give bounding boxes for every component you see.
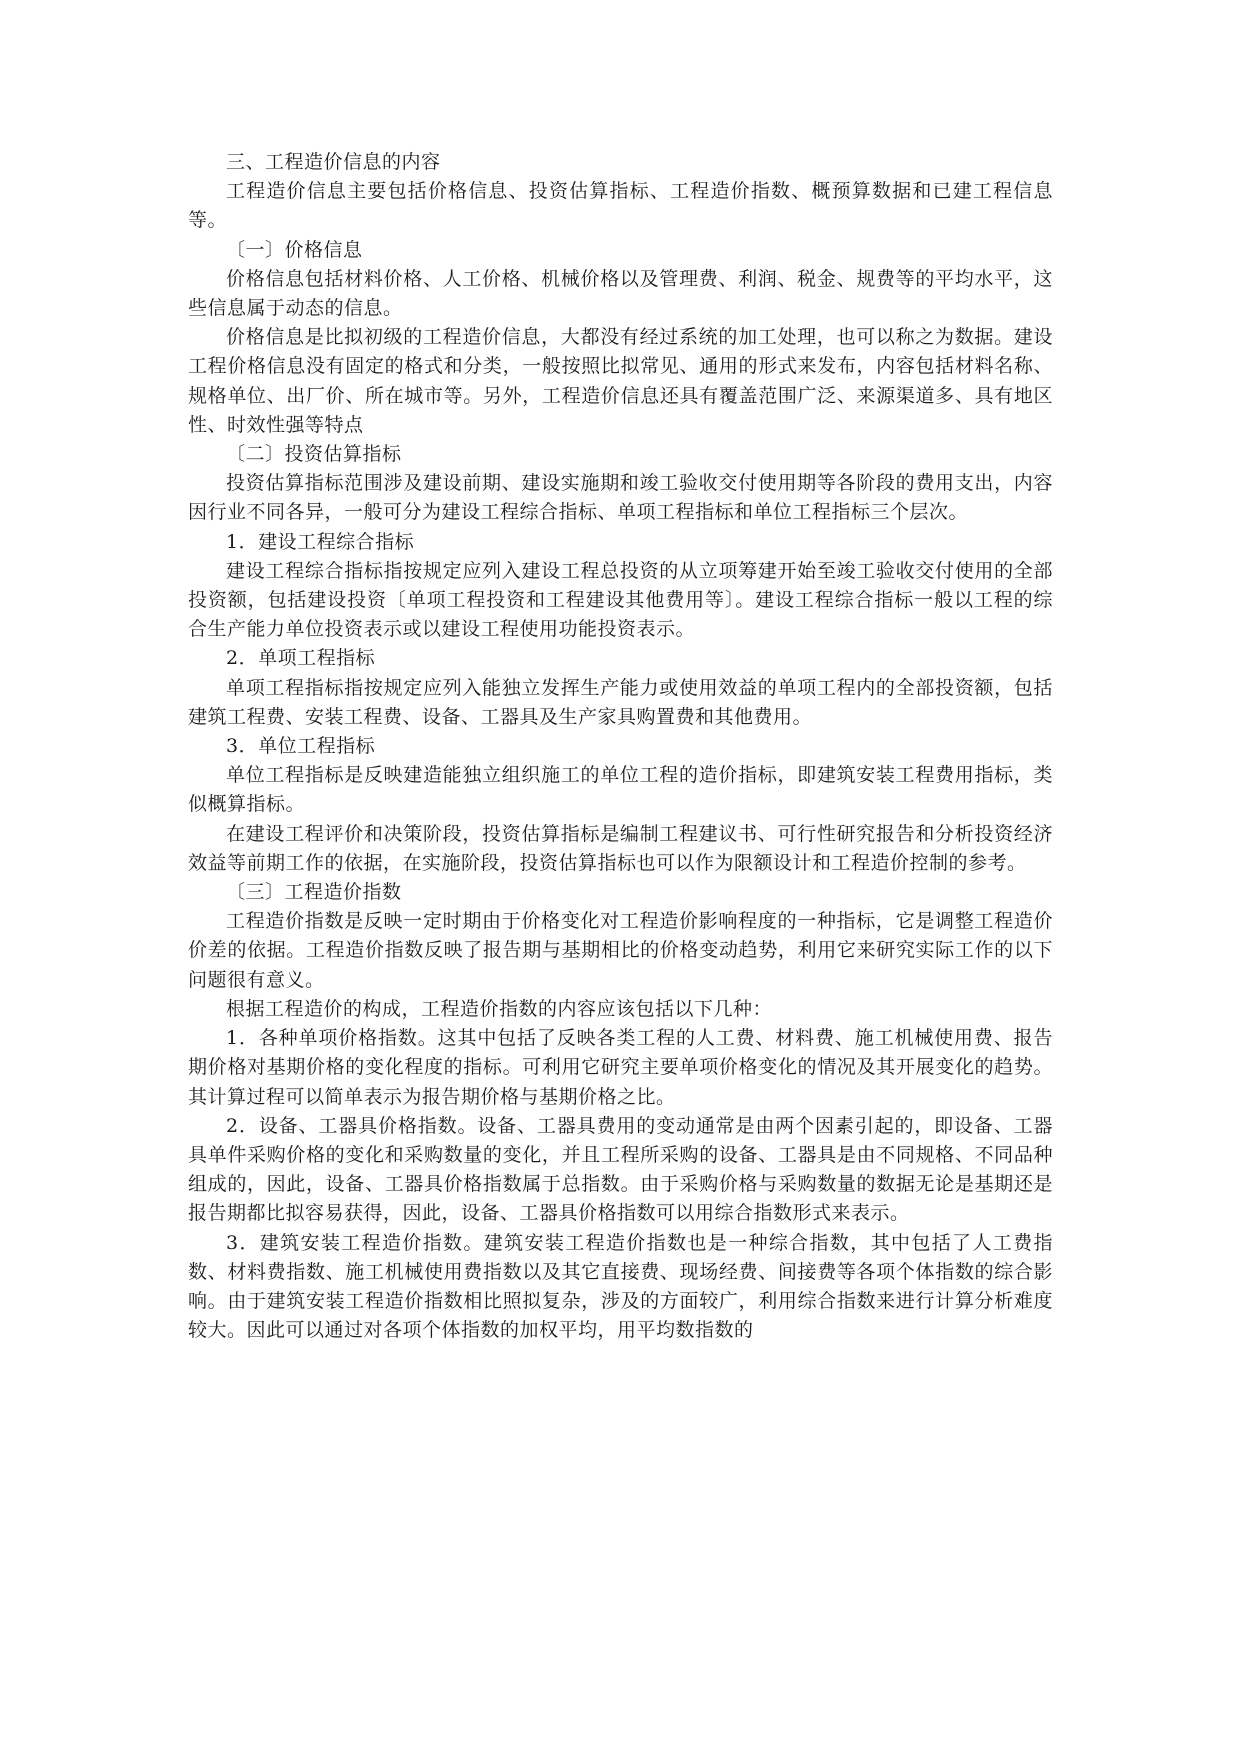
paragraph: 单项工程指标指按规定应列入能独立发挥生产能力或使用效益的单项工程内的全部投资额，包括建筑工程费、安装工程费、设备、工器具及生产家具购置费和其他费用。 bbox=[188, 676, 1053, 728]
section-heading: 三、工程造价信息的内容 bbox=[226, 151, 441, 173]
subsection-heading: 〔一〕价格信息 bbox=[226, 238, 363, 261]
list-item: 2．设备、工器具价格指数。设备、工器具费用的变动通常是由两个因素引起的，即设备、工器具单件采购价格的变化和采购数量的变化，并且工程所采购的设备、工器具是由不同规格、不同品种组成的，因此，设备、工器具价格指数属于总指数。由于采购价格与采购数量的数据无论是基期还是报告期都比拟容易获得，因此，设备、工器具价格指数可以用综合指数形式来表示。 bbox=[188, 1114, 1053, 1225]
item-heading: 3．单位工程指标 bbox=[226, 735, 376, 758]
paragraph: 投资估算指标范围涉及建设前期、建设实施期和竣工验收交付使用期等各阶段的费用支出，内容因行业不同各异，一般可分为建设工程综合指标、单项工程指标和单位工程指标三个层次。 bbox=[188, 472, 1053, 524]
document-body bbox=[188, 148, 1053, 1345]
paragraph: 单位工程指标是反映建造能独立组织施工的单位工程的造价指标，即建筑安装工程费用指标，类似概算指标。 bbox=[188, 764, 1053, 816]
paragraph: 工程造价信息主要包括价格信息、投资估算指标、工程造价指数、概预算数据和已建工程信息等。 bbox=[188, 180, 1053, 232]
paragraph: 根据工程造价的构成，工程造价指数的内容应该包括以下几种： bbox=[226, 997, 773, 1020]
item-heading: 1．建设工程综合指标 bbox=[226, 530, 415, 553]
list-item: 1．各种单项价格指数。这其中包括了反映各类工程的人工费、材料费、施工机械使用费、报告期价格对基期价格的变化程度的指标。可利用它研究主要单项价格变化的情况及其开展变化的趋势。其计算过程可以简单表示为报告期价格与基期价格之比。 bbox=[188, 1027, 1053, 1108]
subsection-heading: 〔三〕工程造价指数 bbox=[226, 881, 402, 904]
paragraph: 价格信息包括材料价格、人工价格、机械价格以及管理费、利润、税金、规费等的平均水平，这些信息属于动态的信息。 bbox=[188, 267, 1053, 320]
paragraph: 建设工程综合指标指按规定应列入建设工程总投资的从立项筹建开始至竣工验收交付使用的全部投资额，包括建设投资〔单项工程投资和工程建设其他费用等〕。建设工程综合指标一般以工程的综合生产能力单位投资表示或以建设工程使用功能投资表示。 bbox=[188, 559, 1053, 641]
paragraph: 价格信息是比拟初级的工程造价信息，大都没有经过系统的加工处理，也可以称之为数据。建设工程价格信息没有固定的格式和分类，一般按照比拟常见、通用的形式来发布，内容包括材料名称、规格单位、出厂价、所在城市等。另外，工程造价信息还具有覆盖范围广泛、来源渠道多、具有地区性、时效性强等特点 bbox=[188, 326, 1053, 436]
subsection-heading: 〔二〕投资估算指标 bbox=[226, 443, 402, 466]
list-item: 3．建筑安装工程造价指数。建筑安装工程造价指数也是一种综合指数，其中包括了人工费指数、材料费指数、施工机械使用费指数以及其它直接费、现场经费、间接费等各项个体指数的综合影响。由于建筑安装工程造价指数相比照拟复杂，涉及的方面较广，利用综合指数来进行计算分析难度较大。因此可以通过对各项个体指数的加权平均，用平均数指数的 bbox=[188, 1231, 1053, 1342]
item-heading: 2．单项工程指标 bbox=[226, 647, 376, 670]
paragraph: 工程造价指数是反映一定时期由于价格变化对工程造价影响程度的一种指标，它是调整工程造价价差的依据。工程造价指数反映了报告期与基期相比的价格变动趋势，利用它来研究实际工作的以下问题很有意义。 bbox=[188, 910, 1053, 991]
paragraph: 在建设工程评价和决策阶段，投资估算指标是编制工程建议书、可行性研究报告和分析投资经济效益等前期工作的依据，在实施阶段，投资估算指标也可以作为限额设计和工程造价控制的参考。 bbox=[188, 822, 1053, 874]
